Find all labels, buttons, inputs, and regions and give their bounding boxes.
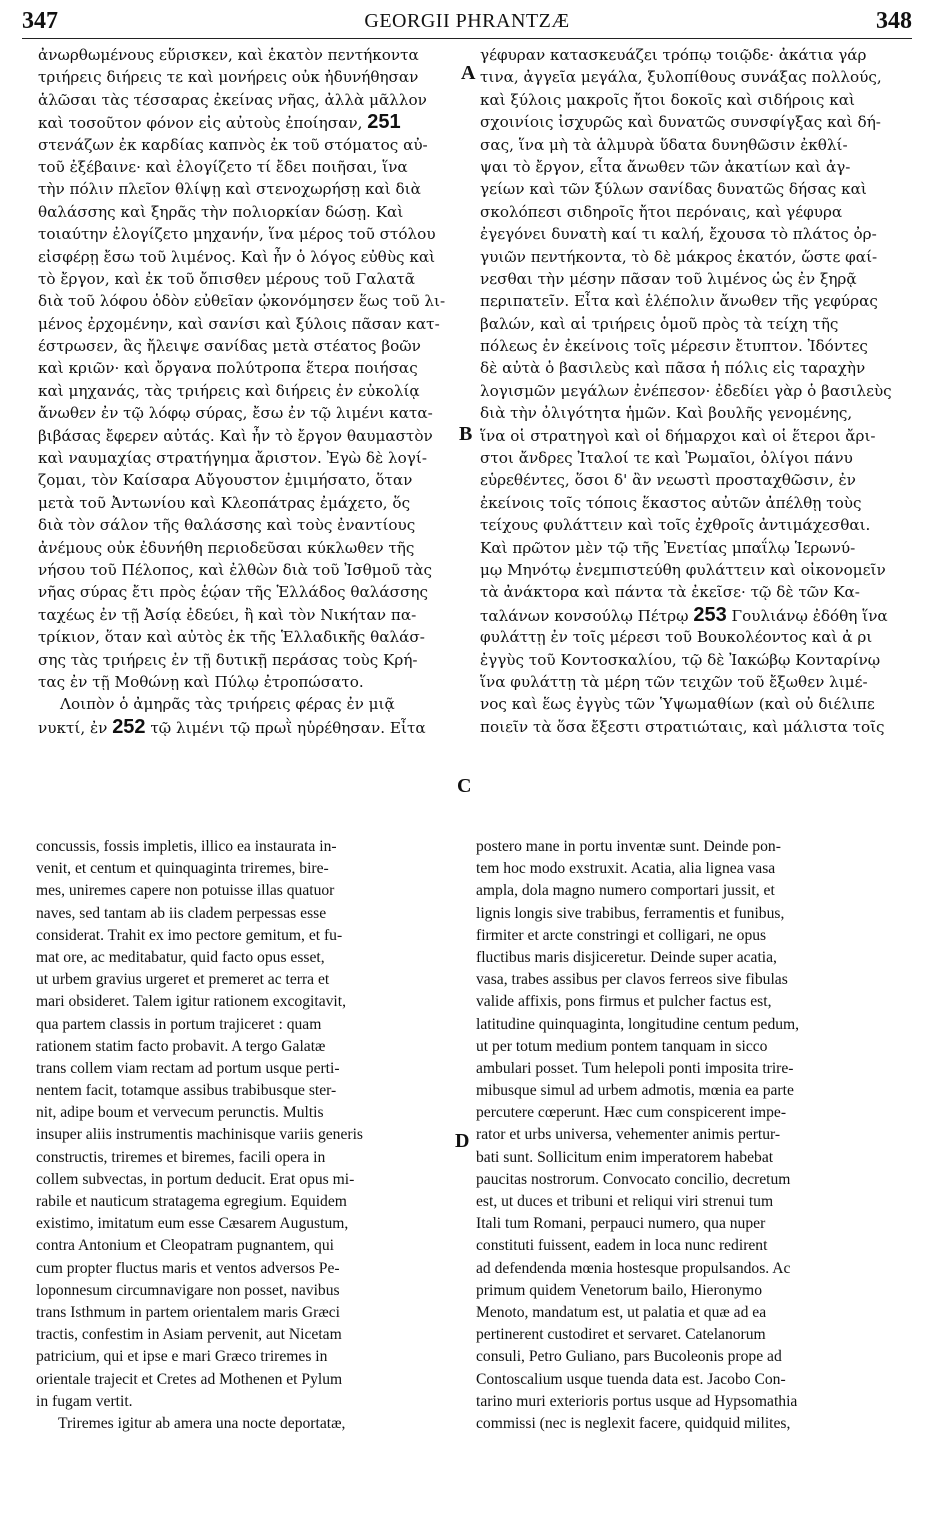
- text-line: Contoscalium usque tuenda data est. Jacobo Con-: [476, 1370, 786, 1388]
- text-line: γυιῶν πεντήκοντα, τὸ δὲ μάκρος ἑκατόν, ὥστε φαί-: [480, 247, 878, 266]
- page-number-right: 348: [876, 8, 912, 34]
- text-line: ἵνα οἱ στρατηγοὶ καὶ οἱ δήμαρχοι καὶ οἱ ἕτεροι ἄρι-: [480, 426, 876, 445]
- text-line: νος καὶ ἕως ἐγγὺς τῶν Ὑψωμαθίων (καὶ οὐ διέλιπε: [480, 695, 875, 714]
- greek-column-left: [38, 44, 455, 738]
- text-line: ampla, dola magno numero comportari jussit, et: [476, 882, 775, 900]
- text-line: γείων καὶ τῶν ξύλων σανίδας δυνατῶς δήσας καὶ: [480, 180, 867, 199]
- text-line: τινα, ἀγγεῖα μεγάλα, ξυλοπίθους συνάξας πολλούς,: [480, 68, 882, 87]
- text-line: loponnesum circumnavigare non posset, navibus: [36, 1281, 340, 1299]
- text-line: μῳ Μηνότῳ ἐνεμπιστεύθη φυλάττειν καὶ οἰκονομεῖν: [480, 560, 886, 579]
- text-line: ἵνα φυλάττῃ τὰ μέρη τῶν τειχῶν τοῦ ἔξωθεν λιμέ-: [480, 672, 868, 691]
- text-line: Itali tum Romani, perpauci numero, qua nuper: [476, 1215, 766, 1233]
- text-line: ταλάνων κονσούλῳ Πέτρῳ 253 Γουλιάνῳ ἐδόθη ἵνα: [480, 603, 888, 626]
- text-line: τοιαύτην ἐλογίζετο μηχανήν, ἵνα μέρος τοῦ στόλου: [38, 225, 436, 244]
- text-line: rabile et nauticum stratagema egregium. Equidem: [36, 1193, 347, 1210]
- text-line: τὸ ἔργον, καὶ ἐκ τοῦ ὄπισθεν μέρους τοῦ Γαλατᾶ: [38, 269, 416, 288]
- text-line: φυλάττῃ ἐν τοῖς μέρεσι τοῦ Βουκολέοντος καὶ ἀ ρι: [480, 628, 873, 647]
- text-line: τοῦ ἐξέβαινε· καὶ ἐλογίζετο τί ἔδει ποιῆσαι, ἵνα: [38, 157, 408, 176]
- text-line: θαλάσσης καὶ ξηρᾶς τὴν πολιορκίαν δώσῃ. Καὶ: [38, 202, 404, 221]
- text-line: ἐγγὺς τοῦ Κοντοσκαλίου, τῷ δὲ Ἰακώβῳ Κονταρίνῳ: [480, 650, 881, 669]
- text-line: pertinerent custodiret et servaret. Catelanorum: [476, 1326, 766, 1344]
- text-line: collem subvectas, in portum deducit. Erat opus mi-: [36, 1170, 355, 1188]
- text-line: δὲ αὐτὰ ὁ βασιλεὺς καὶ πᾶσα ἡ πόλις εἰς ταραχὴν: [480, 359, 866, 378]
- text-line: est, ut duces et tribuni et reliqui viri strenui tum: [476, 1193, 774, 1210]
- text-line: σης τὰς τριήρεις ἐν τῇ δυτικῇ περάσας τοὺς Κρή-: [38, 650, 418, 669]
- text-line: ut per totum medium pontem tanquam in sicco: [476, 1037, 768, 1055]
- text-line: σχοινίοις ἰσχυρῶς καὶ δυνατῶς συνσφίγξας καὶ δή-: [480, 113, 881, 132]
- text-line: ἄνωθεν ἐν τῷ λόφῳ σύρας, ἔσω ἐν τῷ λιμένι κατα-: [38, 404, 433, 423]
- text-line: τείχους φυλάττειν καὶ τοῖς ἐχθροῖς ἀντιμάχεσθαι.: [480, 516, 871, 535]
- text-line: existimo, imitatum eum esse Cæsarem Augustum,: [36, 1215, 349, 1233]
- text-line: διὰ τὸν σάλον τῆς θαλάσσης καὶ τοὺς ἐναντίους: [38, 516, 416, 535]
- text-line: ἐκείνοις τοῖς τόποις ἕκαστος αὐτῶν ἀπέλθῃ τοὺς: [480, 493, 862, 512]
- margin-letter-d: D: [455, 1130, 470, 1152]
- text-line: tractis, confestim in Asiam pervenit, aut Nicetam: [36, 1326, 342, 1344]
- margin-letter-a: A: [461, 62, 476, 84]
- text-line: latitudine quinquaginta, longitudine centum pedum,: [476, 1015, 800, 1033]
- text-line: καὶ μηχανάς, τὰς τριήρεις καὶ διήρεις ἐν εὐκολίᾳ: [38, 381, 420, 400]
- text-line: νῆας σύρας ἔτι πρὸς ἑῴαν τῆς Ἑλλάδος θαλάσσης: [38, 583, 428, 602]
- running-title: GEORGII PHRANTZÆ: [364, 10, 570, 32]
- text-line: primum quidem Venetorum bailo, Hieronymo: [476, 1281, 762, 1299]
- text-line: rator et urbs universa, vehementer animis pertur-: [476, 1126, 781, 1144]
- text-line: σας, ἵνα μὴ τὰ ἁλμυρὰ ὕδατα δυνηθῶσιν ἐκθλί-: [480, 135, 848, 154]
- text-line: ut urbem gravius urgeret et premeret ac terra et: [36, 971, 330, 989]
- text-line: tem hoc modo exstruxit. Acatia, alia lignea vasa: [476, 860, 776, 878]
- text-line: patricium, qui et ipse e mari Græco triremes in: [36, 1348, 328, 1366]
- text-line: commissi (nec is neglexit facere, quidquid milites,: [476, 1414, 791, 1432]
- text-line: constructis, triremes et biremes, facili opera in: [36, 1148, 326, 1166]
- text-line: τας ἐν τῇ Μοθώνῃ καὶ Πύλῳ ἐτροπώσατο.: [38, 672, 364, 691]
- text-line: τὴν πόλιν πλεῖον θλίψῃ καὶ στενοχωρήσῃ καὶ διὰ: [38, 180, 421, 199]
- text-line: paucitas nostrorum. Convocato concilio, decretum: [476, 1170, 791, 1188]
- text-line: νυκτί, ἐν 252 τῷ λιμένι τῷ πρωῒ ηὑρέθησαν. Εἶτα: [38, 715, 426, 738]
- text-line: εὑρεθέντες, ὅσοι δ' ἂν νεωστὶ προσταχθῶσιν, ἐν: [480, 471, 856, 490]
- page-number-left: 347: [22, 8, 58, 34]
- text-line: trans Isthmum in partem orientalem maris Græci: [36, 1303, 341, 1321]
- text-line: στενάζων ἐκ καρδίας καπνὸς ἐκ τοῦ στόματος αὐ-: [38, 135, 428, 154]
- text-line: καὶ ξύλοις μακροῖς ἤτοι δοκοῖς καὶ σιδήροις καὶ: [480, 90, 855, 109]
- text-line: σκολόπεσι σιδηροῖς ἤτοι περόναις, καὶ γέφυρα: [480, 202, 843, 221]
- text-line: lignis longis sive trabibus, ferramentis et funibus,: [476, 904, 785, 922]
- text-line: καὶ τοσοῦτον φόνον εἰς αὐτοὺς ἐποίησαν, 251: [38, 111, 401, 134]
- text-line: firmiter et arcte constringi et colligari, ne opus: [476, 926, 767, 944]
- text-line: nentem facit, totamque assibus trabibusque ster-: [36, 1082, 337, 1100]
- text-line: mes, uniremes capere non potuisse illas quatuor: [36, 882, 335, 900]
- text-line: μένος ἐρχομένην, καὶ σανίσι καὶ ξύλοις πᾶσαν κατ-: [38, 314, 440, 333]
- margin-letter-c: C: [457, 775, 472, 797]
- reference-number: 251: [367, 111, 401, 134]
- text-line: τὰ ἀνάκτορα καὶ πάντα τὰ ἐκεῖσε· τῷ δὲ τῶν Κα-: [480, 583, 860, 602]
- text-line: ταχέως ἐν τῇ Ἀσίᾳ ἐδεύει, ἢ καὶ τὸν Νικήταν πα-: [38, 605, 417, 624]
- header-rule: [22, 38, 912, 39]
- text-line: ἀνωρθωμένους εὕρισκεν, καὶ ἑκατὸν πεντήκοντα: [38, 46, 419, 64]
- text-line: concussis, fossis impletis, illico ea instaurata in-: [36, 838, 337, 855]
- text-line: bati sunt. Sollicitum enim imperatorem habebat: [476, 1148, 774, 1166]
- text-line: βαλών, καὶ αἱ τριήρεις ὁμοῦ πρὸς τὰ τείχη τῆς: [480, 314, 839, 333]
- greek-column-right: [480, 44, 895, 738]
- text-line: considerat. Trahit ex imo pectore gemitum, et fu-: [36, 926, 343, 944]
- text-line: contra Antonium et Cleopatram pugnantem, qui: [36, 1237, 334, 1255]
- latin-column-left: [36, 836, 452, 1435]
- text-line: percutere cœperunt. Hæc cum conspicerent impe-: [476, 1104, 787, 1122]
- text-line: Menoto, mandatum est, ut palatia et quæ ad ea: [476, 1303, 767, 1321]
- text-line: insuper aliis instrumentis machinisque variis generis: [36, 1126, 363, 1144]
- text-line: βιβάσας ἔφερεν αὐτάς. Καὶ ἦν τὸ ἔργον θαυμαστὸν: [38, 426, 433, 445]
- text-line: mat ore, ac meditabatur, quid facto opus esset,: [36, 948, 325, 966]
- text-line: rationem statim facto probavit. A tergo Galatæ: [36, 1037, 326, 1055]
- text-line: naves, sed tantam ab iis cladem perpessas esse: [36, 904, 327, 922]
- text-line: καὶ κριῶν· καὶ ὄργανα πολύτροπα ἕτερα ποιήσας: [38, 359, 418, 378]
- text-line: στοι ἄνδρες Ἰταλοί τε καὶ Ῥωμαῖοι, ὀλίγοι πάνυ: [480, 449, 853, 468]
- reference-number: 252: [112, 715, 146, 738]
- text-line: έστρωσεν, ἃς ἤλειψε σανίδας μετὰ στέατος βοῶν: [38, 337, 421, 356]
- running-header: [22, 8, 912, 38]
- text-line: μετὰ τοῦ Ἀντωνίου καὶ Κλεοπάτρας ἐμάχετο, ὅς: [38, 493, 411, 512]
- text-line: ambulari posset. Tum helepoli ponti imposita trire-: [476, 1059, 794, 1077]
- text-line: διὰ τοῦ λόφου ὁδὸν εὐθεῖαν ᾠκονόμησεν ἕως τοῦ λι-: [38, 292, 446, 311]
- text-line: trans collem viam rectam ad portum usque perti-: [36, 1059, 340, 1077]
- text-line: ψαι τὸ ἔργον, εἶτα ἄνωθεν τῶν ἀκατίων καὶ ἀγ-: [480, 157, 851, 176]
- text-line: vasa, trabes assibus per clavos ferreos sive fibulas: [476, 971, 788, 989]
- text-line: mibusque simul ad urbem admotis, mœnia ea parte: [476, 1082, 794, 1100]
- text-line: γέφυραν κατασκευάζει τρόπῳ τοιῷδε· ἀκάτια γάρ: [480, 46, 867, 64]
- text-line: ποιεῖν τὰ ὅσα ἔξεστι στρατιώταις, καὶ μάλιστα τοῖς: [480, 717, 885, 736]
- text-line: εἰσφέρῃ ἔσω τοῦ λιμένος. Καὶ ἦν ὁ λόγος εὐθὺς καὶ: [38, 247, 436, 266]
- text-line: Triremes igitur ab amera una nocte deportatæ,: [58, 1414, 346, 1432]
- text-line: venit, et centum et quinquaginta triremes, bire-: [36, 860, 329, 878]
- text-line: νεσθαι τὴν μέσην πᾶσαν τοῦ λιμένος ὡς ἐν ξηρᾷ: [480, 269, 857, 288]
- text-line: καὶ ναυμαχίας στρατήγημα ἄριστον. Ἐγὼ δὲ λογί-: [38, 449, 427, 468]
- text-line: valide affixis, pons firmus et pulcher factus est,: [476, 993, 772, 1011]
- text-line: τριήρεις διήρεις τε καὶ μονήρεις οὐκ ἠδυνήθησαν: [38, 68, 419, 87]
- text-line: ἐγεγόνει δυνατὴ καί τι καλή, ἔχουσα τὸ πλάτος ὀρ-: [480, 225, 877, 244]
- text-line: nit, adipe boum et vervecum perunctis. Multis: [36, 1104, 324, 1122]
- text-line: περιπατεῖν. Εἶτα καὶ ἑλέπολιν ἄνωθεν τῆς γεφύρας: [480, 292, 878, 311]
- text-line: ἁλῶσαι τὰς τέσσαρας ἐκείνας νῆας, ἀλλὰ μᾶλλον: [38, 90, 427, 109]
- text-line: fluctibus maris disjiceretur. Deinde super acatia,: [476, 948, 777, 966]
- text-line: constituti fuissent, eadem in loca nunc redirent: [476, 1237, 768, 1255]
- text-line: ζομαι, τὸν Καίσαρα Αὔγουστον ἐμιμήσατο, ὅταν: [38, 471, 413, 490]
- reference-number: 253: [693, 603, 727, 626]
- text-line: Καὶ πρῶτον μὲν τῷ τῆς Ἐνετίας μπαΐλῳ Ἱερωνύ-: [480, 538, 856, 557]
- margin-letter-b: B: [459, 423, 473, 445]
- text-line: ἀνέμους οὐκ ἐδυνήθη περιοδεῦσαι κύκλωθεν τῆς: [38, 538, 415, 557]
- text-line: in fugam vertit.: [36, 1392, 133, 1410]
- text-line: τρίκιον, ὅταν καὶ αὐτὸς ἐκ τῆς Ἑλλαδικῆς θαλάσ-: [38, 628, 425, 647]
- text-line: λογισμῶν μεγάλων ἐνέπεσον· ἐδεδίει γὰρ ὁ βασιλεὺς: [480, 381, 892, 400]
- text-line: qua partem classis in portum trajiceret : quam: [36, 1015, 322, 1033]
- text-line: νήσου τοῦ Πέλοπος, καὶ ἐλθὼν διὰ τοῦ Ἰσθμοῦ τὰς: [38, 560, 433, 579]
- text-line: διὰ τὴν ὀλιγότητα ἡμῶν. Καὶ βουλῆς γενομένης,: [480, 404, 853, 423]
- text-line: mari obsideret. Talem igitur rationem excogitavit,: [36, 993, 346, 1011]
- text-line: Λοιπὸν ὁ ἀμηρᾶς τὰς τριήρεις φέρας ἐν μιᾷ: [60, 695, 395, 714]
- text-line: tarino muri exterioris portus usque ad Hypsomathia: [476, 1392, 798, 1410]
- text-line: orientale trajecit et Cretes ad Mothenen et Pylum: [36, 1370, 343, 1388]
- text-line: πόλεως ἐν ἐκείνοις τοῖς μέρεσιν ἔτυπτον. Ἰδόντες: [480, 337, 868, 356]
- text-line: cum propter fluctus maris et ventos adversos Pe-: [36, 1259, 340, 1277]
- text-line: ad defendenda mœnia hostesque propulsandos. Ac: [476, 1259, 791, 1277]
- text-line: consuli, Petro Guliano, pars Bucoleonis prope ad: [476, 1348, 782, 1366]
- latin-column-right: [476, 836, 894, 1435]
- text-line: postero mane in portu inventæ sunt. Deinde pon-: [476, 838, 781, 855]
